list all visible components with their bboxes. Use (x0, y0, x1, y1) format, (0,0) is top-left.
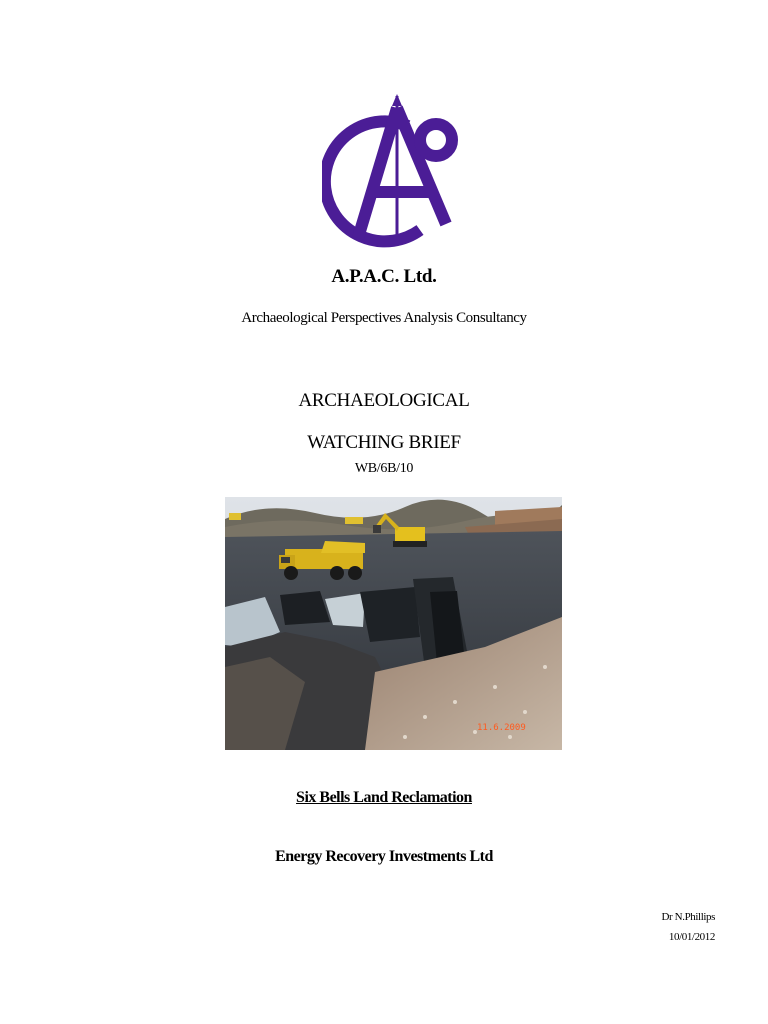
company-name: A.P.A.C. Ltd. (331, 266, 437, 287)
photo-date-stamp: 11.6.2009 (477, 723, 526, 733)
apac-logo-icon (322, 94, 462, 252)
company-subtitle: Archaeological Perspectives Analysis Consultancy (241, 310, 527, 326)
report-type-line-2: WATCHING BRIEF (307, 432, 461, 453)
client-name: Energy Recovery Investments Ltd (275, 848, 493, 865)
excavation-site-photo (225, 497, 562, 750)
report-reference: WB/6B/10 (354, 461, 414, 476)
report-type-line-1: ARCHAEOLOGICAL (298, 390, 470, 411)
author-name: Dr N.Phillips (661, 911, 715, 923)
report-date: 10/01/2012 (668, 931, 715, 943)
project-title: Six Bells Land Reclamation (296, 789, 472, 806)
